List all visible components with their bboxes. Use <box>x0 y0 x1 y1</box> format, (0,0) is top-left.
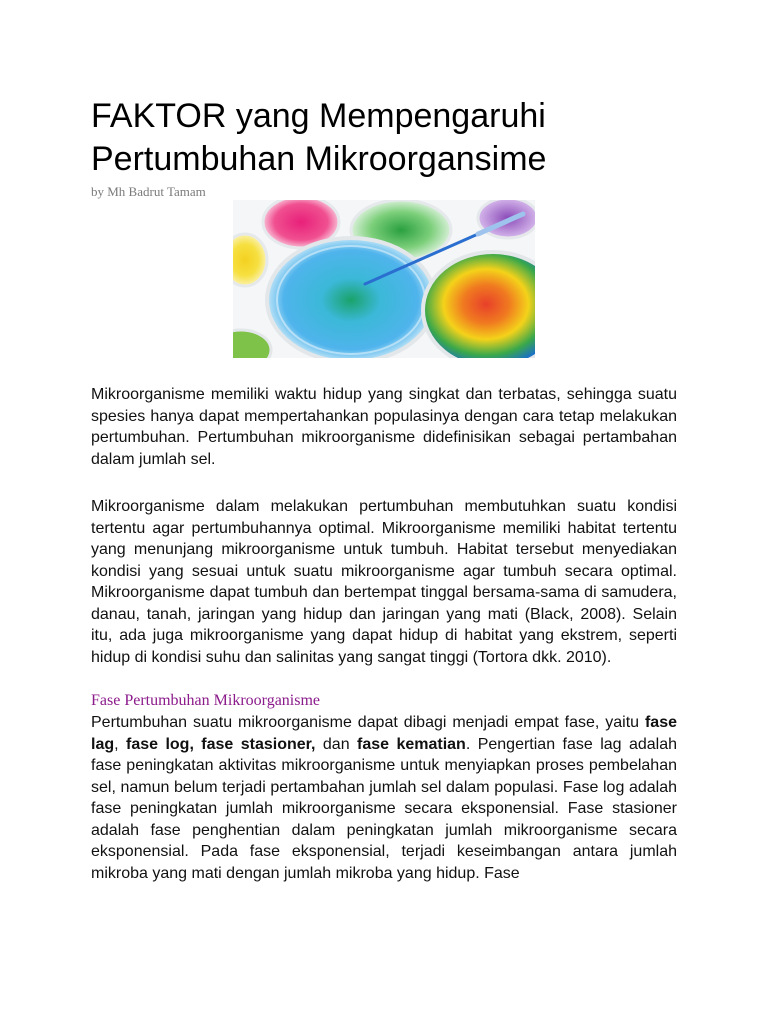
text-run: . Pengertian fase lag adalah fase peningkatan aktivitas mikroorganisme untuk menyiapkan proses pembelahan sel, namun belum terjadi pertambahan jumlah sel dalam populasi. Fase log adalah fase peningkatan jumlah mikroorganisme secara eksponensial. Fase stasioner adalah fase penghentian dalam peningkatan jumlah mikroorganisme secara eksponensial. Pada fase eksponensial, terjadi keseimbangan antara jumlah mikroba yang mati dengan jumlah mikroba yang hidup. Fase <box>91 735 678 882</box>
page-title: FAKTOR yang Mempengaruhi Pertumbuhan Mikroorgansime <box>91 97 547 178</box>
intro-paragraph: Mikroorganisme memiliki waktu hidup yang singkat dan terbatas, sehingga suatu spesies hanya dapat mempertahankan populasinya dengan cara tetap melakukan pertumbuhan. Pertumbuhan mikroorganisme didefinisikan sebagai pertambahan dalam jumlah sel. <box>91 386 677 468</box>
text-run: Pertumbuhan suatu mikroorganisme dapat dibagi menjadi empat fase, yaitu <box>91 714 645 731</box>
bold-term-kematian: fase kematian <box>357 735 466 753</box>
text-run: dan <box>315 735 358 753</box>
bold-term-log-stasioner: fase log, fase stasioner, <box>126 735 316 753</box>
author-byline: by Mh Badrut Tamam <box>91 184 206 199</box>
bold-term-lag: fase lag <box>91 714 677 753</box>
text-run: , <box>114 735 126 753</box>
petri-dish-illustration <box>233 200 535 358</box>
growth-phase-paragraph <box>91 712 677 884</box>
petri-dish-image <box>233 200 535 358</box>
section-subheading: Fase Pertumbuhan Mikroorganisme <box>91 692 321 709</box>
habitat-paragraph: Mikroorganisme dalam melakukan pertumbuhan membutuhkan suatu kondisi tertentu agar pertumbuhannya optimal. Mikroorganisme memiliki habitat tertentu yang menunjang mikroorganisme untuk tumbuh. Habitat tersebut menyediakan kondisi yang sesuai untuk suatu mikroorganisme agar tumbuh secara optimal. Mikroorganisme dapat tumbuh dan bertempat tinggal bersama-sama di samudera, danau, tanah, jaringan yang hidup dan jaringan yang mati (Black, 2008). Selain itu, ada juga mikroorganisme yang dapat hidup di habitat yang ekstrem, seperti hidup di kondisi suhu dan salinitas yang sangat tinggi (Tortora dkk. 2010). <box>91 498 677 666</box>
